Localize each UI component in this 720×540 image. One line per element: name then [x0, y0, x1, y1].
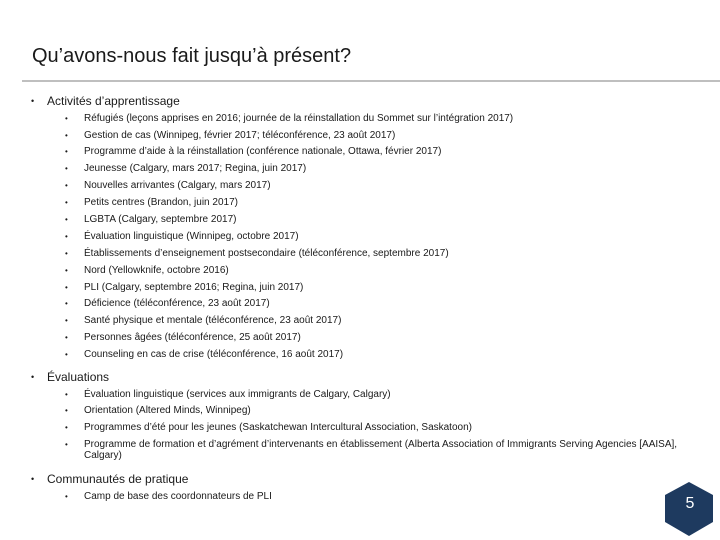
list-item: • Programme d’aide à la réinstallation (conférence nationale, Ottawa, février 2017)	[65, 146, 442, 157]
list-item: • PLI (Calgary, septembre 2016; Regina, juin 2017)	[65, 282, 304, 293]
bullet-icon: •	[65, 423, 68, 432]
list-item: • Programmes d’été pour les jeunes (Saskatchewan Intercultural Association, Saskatoon)	[65, 422, 472, 433]
bullet-icon: •	[65, 316, 68, 325]
bullet-icon: •	[65, 114, 68, 123]
bullet-icon: •	[31, 372, 35, 382]
list-item: • Camp de base des coordonnateurs de PLI	[65, 491, 272, 502]
bullet-icon: •	[65, 198, 68, 207]
list-item: • LGBTA (Calgary, septembre 2017)	[65, 214, 237, 225]
list-item: • Déficience (téléconférence, 23 août 2017)	[65, 298, 270, 309]
bullet-icon: •	[31, 96, 35, 106]
bullet-icon: •	[65, 299, 68, 308]
list-item: • Gestion de cas (Winnipeg, février 2017; téléconférence, 23 août 2017)	[65, 130, 396, 141]
bullet-icon: •	[65, 215, 68, 224]
list-item: • Counseling en cas de crise (téléconférence, 16 août 2017)	[65, 349, 344, 360]
list-item: • Programme de formation et d’agrément d’intervenants en établissement (Alberta Association of Immigrants Serving Agencies [AAISA], Calgary)	[65, 439, 678, 461]
bullet-icon: •	[65, 181, 68, 190]
list-item: • Réfugiés (leçons apprises en 2016; journée de la réinstallation du Sommet sur l’intégration 2017)	[65, 113, 514, 124]
list-item: • Évaluation linguistique (Winnipeg, octobre 2017)	[65, 231, 299, 242]
section-heading: • Évaluations	[31, 370, 110, 384]
list-item: • Petits centres (Brandon, juin 2017)	[65, 197, 238, 208]
list-item: • Santé physique et mentale (téléconférence, 23 août 2017)	[65, 315, 342, 326]
bullet-icon: •	[65, 131, 68, 140]
bullet-icon: •	[65, 283, 68, 292]
list-item: • Nouvelles arrivantes (Calgary, mars 2017)	[65, 180, 271, 191]
section-heading: • Activités d’apprentissage	[31, 94, 180, 108]
bullet-icon: •	[65, 164, 68, 173]
bullet-icon: •	[65, 232, 68, 241]
bullet-icon: •	[65, 390, 68, 399]
bullet-icon: •	[65, 440, 68, 449]
list-item: • Jeunesse (Calgary, mars 2017; Regina, juin 2017)	[65, 163, 307, 174]
bullet-icon: •	[65, 249, 68, 258]
list-item: • Personnes âgées (téléconférence, 25 août 2017)	[65, 332, 301, 343]
bullet-icon: •	[65, 266, 68, 275]
list-item: • Évaluation linguistique (services aux immigrants de Calgary, Calgary)	[65, 389, 391, 400]
list-item: • Orientation (Altered Minds, Winnipeg)	[65, 405, 251, 416]
page-number: 5	[685, 495, 695, 512]
slide-title: Qu’avons-nous fait jusqu’à présent?	[32, 45, 352, 67]
bullet-icon: •	[65, 406, 68, 415]
bullet-icon: •	[65, 147, 68, 156]
bullet-icon: •	[65, 350, 68, 359]
bullet-icon: •	[31, 474, 35, 484]
list-item: • Nord (Yellowknife, octobre 2016)	[65, 265, 229, 276]
bullet-icon: •	[65, 333, 68, 342]
bullet-icon: •	[65, 492, 68, 501]
section-heading: • Communautés de pratique	[31, 472, 189, 486]
list-item: • Établissements d’enseignement postsecondaire (téléconférence, septembre 2017)	[65, 248, 449, 259]
